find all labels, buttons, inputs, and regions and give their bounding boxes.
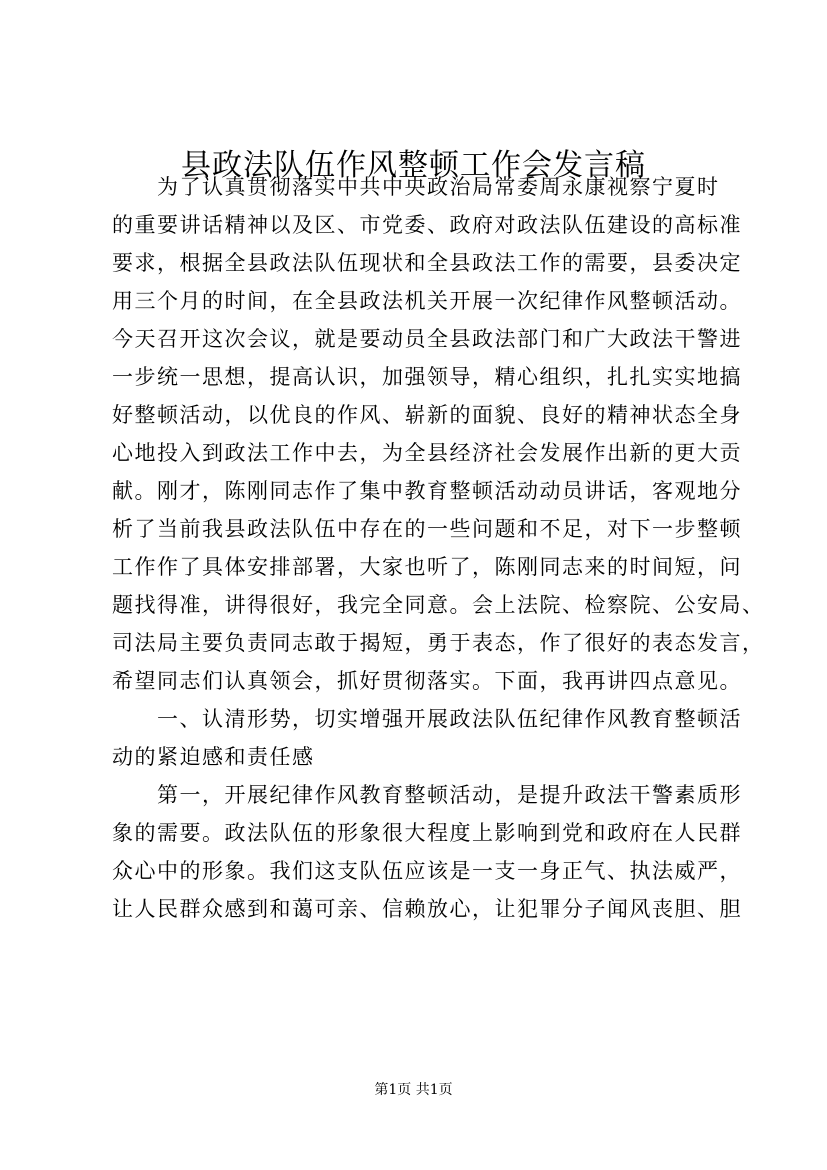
body-line: 的重要讲话精神以及区、市党委、政府对政法队伍建设的高标准 — [112, 213, 742, 237]
body-line: 要求，根据全县政法队伍现状和全县政法工作的需要，县委决定 — [112, 251, 742, 275]
page-footer: 第1页 共1页 — [374, 1082, 453, 1098]
body-line: 让人民群众感到和蔼可亲、信赖放心，让犯罪分子闻风丧胆、胆 — [112, 897, 742, 921]
body-line: 象的需要。政法队伍的形象很大程度上影响到党和政府在人民群 — [112, 821, 742, 845]
body-line: 今天召开这次会议，就是要动员全县政法部门和广大政法干警进 — [112, 327, 742, 351]
body-line: 一步统一思想，提高认识，加强领导，精心组织，扎扎实实地搞 — [112, 365, 742, 389]
body-line: 题找得准，讲得很好，我完全同意。会上法院、检察院、公安局、 — [112, 593, 765, 617]
body-line: 好整顿活动，以优良的作风、崭新的面貌、良好的精神状态全身 — [112, 403, 742, 427]
body-line: 希望同志们认真领会，抓好贯彻落实。下面，我再讲四点意见。 — [112, 669, 742, 693]
body-line: 第一，开展纪律作风教育整顿活动，是提升政法干警素质形 — [112, 783, 742, 807]
body-line: 析了当前我县政法队伍中存在的一些问题和不足，对下一步整顿 — [112, 517, 742, 541]
document-title: 县政法队伍作风整顿工作会发言稿 — [181, 148, 646, 183]
body-line: 工作作了具体安排部署，大家也听了，陈刚同志来的时间短，问 — [112, 555, 742, 579]
body-line: 司法局主要负责同志敢于揭短，勇于表态，作了很好的表态发言， — [112, 631, 765, 655]
body-line: 献。刚才，陈刚同志作了集中教育整顿活动动员讲话，客观地分 — [112, 479, 742, 503]
body-line: 为了认真贯彻落实中共中央政治局常委周永康视察宁夏时 — [112, 175, 720, 199]
body-line: 用三个月的时间，在全县政法机关开展一次纪律作风整顿活动。 — [112, 289, 742, 313]
section-heading-line: 一、认清形势，切实增强开展政法队伍纪律作风教育整顿活 — [112, 707, 742, 731]
body-line: 众心中的形象。我们这支队伍应该是一支一身正气、执法威严， — [112, 859, 742, 883]
section-heading-line: 动的紧迫感和责任感 — [112, 745, 315, 769]
body-line: 心地投入到政法工作中去，为全县经济社会发展作出新的更大贡 — [112, 441, 742, 465]
